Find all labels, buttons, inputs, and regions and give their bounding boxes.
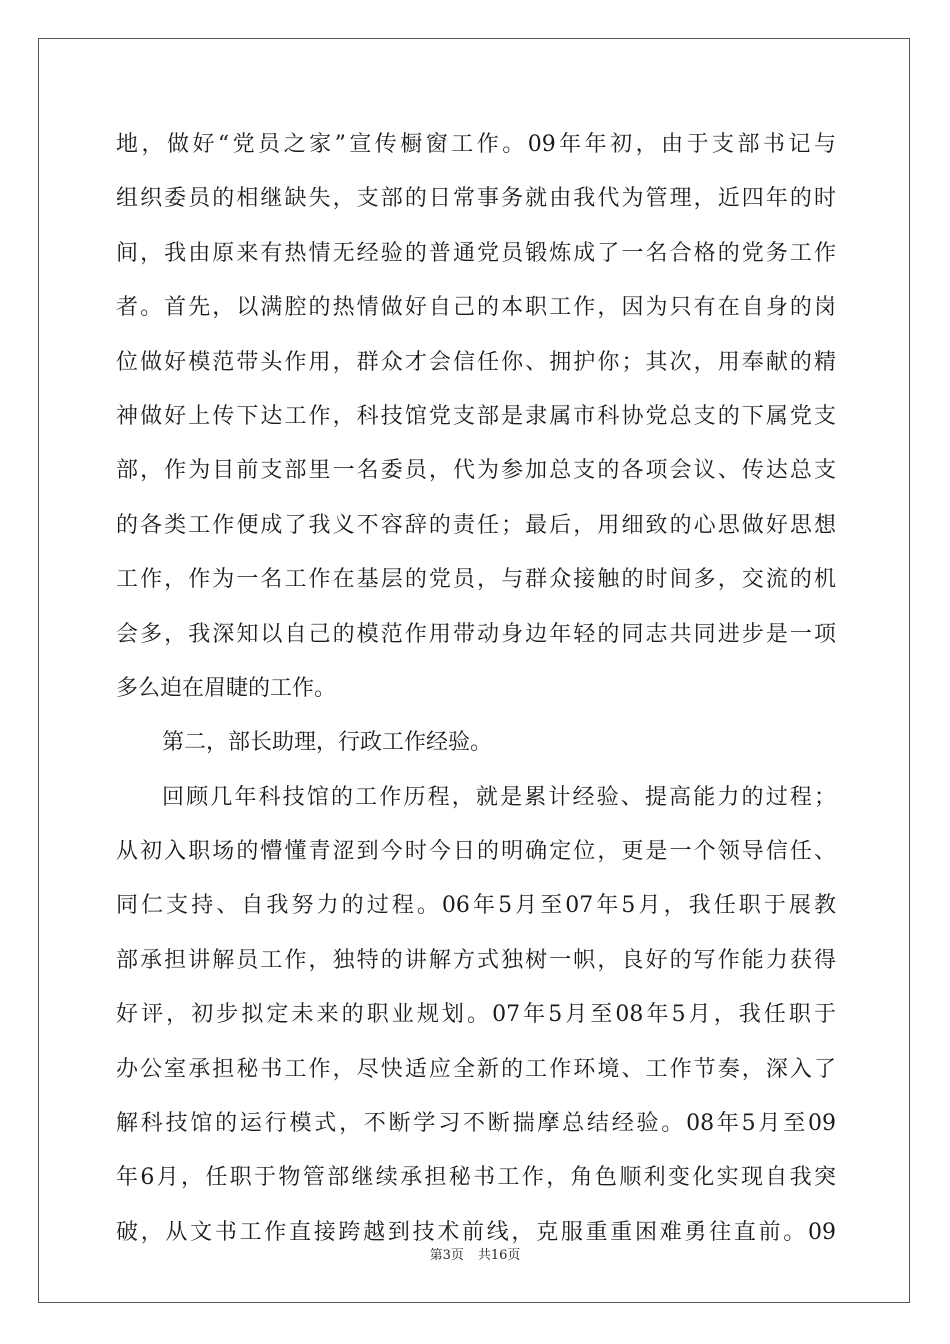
text-line: 年6月，任职于物管部继续承担秘书工作，角色顺利变化实现自我突: [116, 1165, 836, 1191]
text-line: 解科技馆的运行模式，不断学习不断揣摩总结经验。08年5月至09: [116, 1111, 836, 1137]
text-line: 神做好上传下达工作，科技馆党支部是隶属市科协党总支的下属党支: [116, 403, 836, 429]
text-line: 部，作为目前支部里一名委员，代为参加总支的各项会议、传达总支: [116, 458, 836, 484]
page-footer: [0, 1244, 950, 1263]
text-line: 地，做好“党员之家”宣传橱窗工作。09年年初，由于支部书记与: [116, 132, 836, 157]
page-number: 第3页: [429, 1248, 464, 1263]
text-line: 同仁支持、自我努力的过程。06年5月至07年5月，我任职于展教: [116, 893, 836, 919]
document-body: [116, 118, 836, 1260]
text-line: 破，从文书工作直接跨越到技术前线，克服重重困难勇往直前。09: [116, 1219, 836, 1245]
text-line: 的各类工作便成了我义不容辞的责任；最后，用细致的心思做好思想: [116, 512, 836, 538]
text-line: 会多，我深知以自己的模范作用带动身边年轻的同志共同进步是一项: [116, 621, 836, 647]
text-line: 好评，初步拟定未来的职业规划。07年5月至08年5月，我任职于: [116, 1002, 836, 1028]
text-line: 组织委员的相继缺失，支部的日常事务就由我代为管理，近四年的时: [116, 186, 836, 212]
text-line: 者。首先，以满腔的热情做好自己的本职工作，因为只有在自身的岗: [116, 295, 836, 321]
text-line: 回顾几年科技馆的工作历程，就是累计经验、提高能力的过程；: [162, 784, 836, 810]
text-line: 多么迫在眉睫的工作。: [116, 675, 337, 701]
text-line: 部承担讲解员工作，独特的讲解方式独树一帜，良好的写作能力获得: [116, 947, 836, 973]
page-total: 共16页: [477, 1248, 521, 1263]
text-line: 从初入职场的懵懂青涩到今时今日的明确定位，更是一个领导信任、: [116, 839, 836, 865]
text-line: 位做好模范带头作用，群众才会信任你、拥护你；其次，用奉献的精: [116, 349, 836, 375]
text-line: 办公室承担秘书工作，尽快适应全新的工作环境、工作节奏，深入了: [116, 1056, 836, 1082]
text-line: 工作，作为一名工作在基层的党员，与群众接触的时间多，交流的机: [116, 567, 836, 593]
text-line: 间，我由原来有热情无经验的普通党员锻炼成了一名合格的党务工作: [116, 240, 836, 266]
section-heading: 第二，部长助理，行政工作经验。: [162, 730, 493, 756]
